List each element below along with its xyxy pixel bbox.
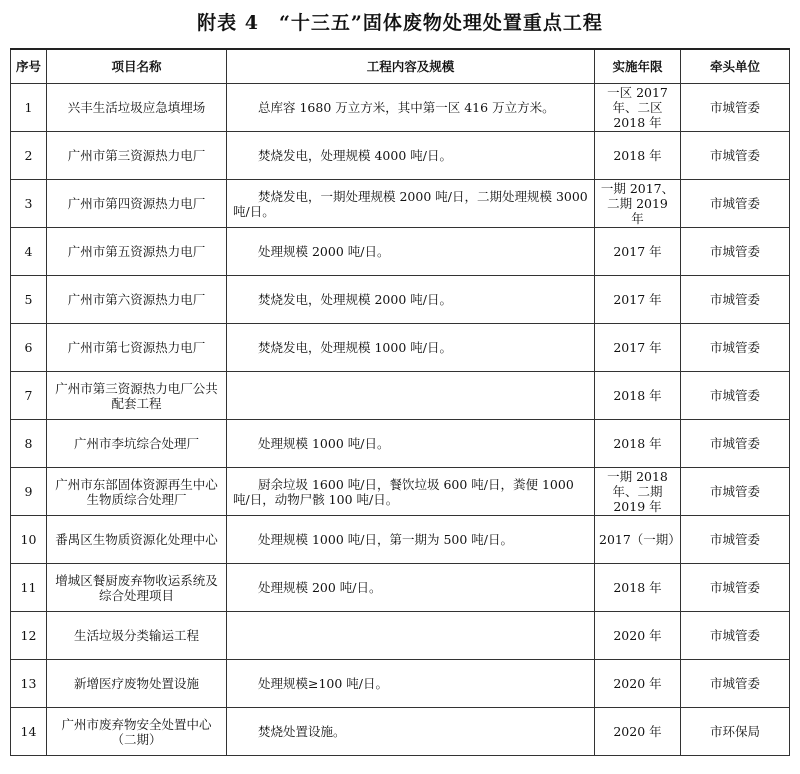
row-year: 2020 年	[595, 708, 681, 756]
table-row	[11, 132, 790, 180]
header-num: 序号	[11, 49, 47, 84]
row-name: 广州市第七资源热力电厂	[47, 324, 227, 372]
row-num: 5	[11, 276, 47, 324]
row-num: 12	[11, 612, 47, 660]
row-year: 一期 2017、二期 2019 年	[595, 180, 681, 228]
row-content: 焚烧发电，一期处理规模 2000 吨/日，二期处理规模 3000 吨/日。	[227, 180, 595, 228]
row-year: 一期 2018 年、二期 2019 年	[595, 468, 681, 516]
header-name: 项目名称	[47, 49, 227, 84]
row-name: 广州市第五资源热力电厂	[47, 228, 227, 276]
row-unit: 市城管委	[681, 84, 790, 132]
projects-table	[10, 48, 790, 756]
row-content: 处理规模 2000 吨/日。	[227, 228, 595, 276]
row-name: 广州市第四资源热力电厂	[47, 180, 227, 228]
table-row	[11, 660, 790, 708]
row-year: 2018 年	[595, 420, 681, 468]
row-unit: 市城管委	[681, 132, 790, 180]
row-year: 一区 2017 年、二区 2018 年	[595, 84, 681, 132]
row-content: 处理规模 1000 吨/日，第一期为 500 吨/日。	[227, 516, 595, 564]
row-name: 增城区餐厨废弃物收运系统及综合处理项目	[47, 564, 227, 612]
table-row	[11, 84, 790, 132]
row-year: 2020 年	[595, 612, 681, 660]
table-row	[11, 324, 790, 372]
row-name: 番禺区生物质资源化处理中心	[47, 516, 227, 564]
row-content: 厨余垃圾 1600 吨/日，餐饮垃圾 600 吨/日，粪便 1000 吨/日，动物尸骸 100 吨/日。	[227, 468, 595, 516]
row-content: 总库容 1680 万立方米，其中第一区 416 万立方米。	[227, 84, 595, 132]
table-row	[11, 228, 790, 276]
table-row	[11, 516, 790, 564]
table-body	[11, 84, 790, 756]
table-row	[11, 564, 790, 612]
row-unit: 市城管委	[681, 468, 790, 516]
row-year: 2017 年	[595, 324, 681, 372]
header-unit: 牵头单位	[681, 49, 790, 84]
row-num: 10	[11, 516, 47, 564]
row-year: 2017 年	[595, 276, 681, 324]
table-row	[11, 708, 790, 756]
row-unit: 市城管委	[681, 180, 790, 228]
row-num: 13	[11, 660, 47, 708]
table-row	[11, 468, 790, 516]
table-row	[11, 612, 790, 660]
row-year: 2018 年	[595, 132, 681, 180]
row-content: 焚烧发电，处理规模 1000 吨/日。	[227, 324, 595, 372]
row-name: 广州市废弃物安全处置中心（二期）	[47, 708, 227, 756]
row-num: 3	[11, 180, 47, 228]
row-num: 2	[11, 132, 47, 180]
row-content: 焚烧发电，处理规模 2000 吨/日。	[227, 276, 595, 324]
row-name: 新增医疗废物处置设施	[47, 660, 227, 708]
row-unit: 市城管委	[681, 612, 790, 660]
row-num: 7	[11, 372, 47, 420]
row-content: 处理规模 1000 吨/日。	[227, 420, 595, 468]
row-unit: 市环保局	[681, 708, 790, 756]
table-row	[11, 372, 790, 420]
row-num: 14	[11, 708, 47, 756]
row-content	[227, 612, 595, 660]
row-name: 广州市东部固体资源再生中心生物质综合处理厂	[47, 468, 227, 516]
row-name: 广州市李坑综合处理厂	[47, 420, 227, 468]
row-name: 生活垃圾分类输运工程	[47, 612, 227, 660]
row-unit: 市城管委	[681, 324, 790, 372]
row-num: 4	[11, 228, 47, 276]
row-content: 处理规模≥100 吨/日。	[227, 660, 595, 708]
row-content	[227, 372, 595, 420]
row-unit: 市城管委	[681, 276, 790, 324]
row-unit: 市城管委	[681, 660, 790, 708]
row-unit: 市城管委	[681, 564, 790, 612]
row-name: 广州市第六资源热力电厂	[47, 276, 227, 324]
header-content: 工程内容及规模	[227, 49, 595, 84]
header-year: 实施年限	[595, 49, 681, 84]
row-year: 2017 年	[595, 228, 681, 276]
row-year: 2018 年	[595, 372, 681, 420]
table-row	[11, 180, 790, 228]
page-title: 附表 4 “十三五”固体废物处理处置重点工程	[197, 12, 603, 34]
row-unit: 市城管委	[681, 372, 790, 420]
row-unit: 市城管委	[681, 420, 790, 468]
row-content: 处理规模 200 吨/日。	[227, 564, 595, 612]
row-num: 1	[11, 84, 47, 132]
row-unit: 市城管委	[681, 516, 790, 564]
row-content: 焚烧处置设施。	[227, 708, 595, 756]
row-num: 11	[11, 564, 47, 612]
row-num: 6	[11, 324, 47, 372]
table-header-row	[11, 49, 790, 84]
row-num: 8	[11, 420, 47, 468]
row-content: 焚烧发电，处理规模 4000 吨/日。	[227, 132, 595, 180]
row-year: 2017（一期）	[595, 516, 681, 564]
row-name: 兴丰生活垃圾应急填埋场	[47, 84, 227, 132]
row-year: 2018 年	[595, 564, 681, 612]
row-num: 9	[11, 468, 47, 516]
table-row	[11, 276, 790, 324]
row-unit: 市城管委	[681, 228, 790, 276]
row-name: 广州市第三资源热力电厂公共配套工程	[47, 372, 227, 420]
table-row	[11, 420, 790, 468]
row-year: 2020 年	[595, 660, 681, 708]
row-name: 广州市第三资源热力电厂	[47, 132, 227, 180]
